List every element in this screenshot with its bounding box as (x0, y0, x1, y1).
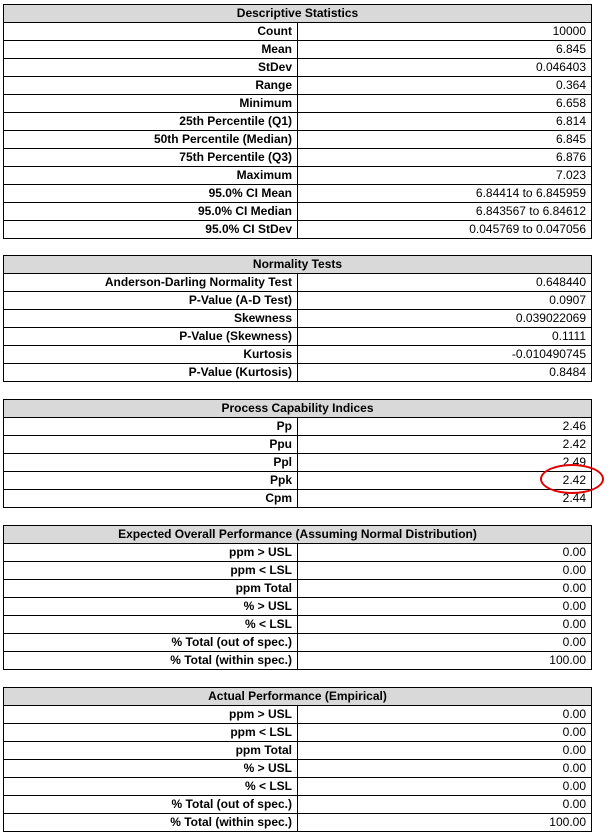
row-value: 0.039022069 (298, 310, 592, 328)
row-value: 0.00 (298, 562, 592, 580)
row-label: 75th Percentile (Q3) (4, 149, 298, 167)
table-row (4, 274, 592, 292)
row-label: % Total (within spec.) (4, 814, 298, 832)
table-row (4, 113, 592, 131)
descriptive-statistics-table (3, 4, 592, 239)
table-header: Descriptive Statistics (4, 5, 592, 23)
table-header: Expected Overall Performance (Assuming Normal Distribution) (4, 526, 592, 544)
normality-tests-table (3, 255, 592, 382)
row-label: Pp (4, 418, 298, 436)
row-label: ppm > USL (4, 706, 298, 724)
row-label: ppm Total (4, 580, 298, 598)
row-value: 7.023 (298, 167, 592, 185)
row-label: P-Value (Kurtosis) (4, 364, 298, 382)
row-value: 6.843567 to 6.84612 (298, 203, 592, 221)
row-value: 0.00 (298, 742, 592, 760)
row-label: Cpm (4, 490, 298, 508)
table-row (4, 59, 592, 77)
row-value: 0.00 (298, 580, 592, 598)
row-value: 0.1111 (298, 328, 592, 346)
row-value: 0.00 (298, 724, 592, 742)
row-label: % > USL (4, 598, 298, 616)
row-label: 95.0% CI Mean (4, 185, 298, 203)
table-row (4, 814, 592, 832)
table-row (4, 77, 592, 95)
ppk-highlight-circle (540, 464, 604, 494)
table-row (4, 167, 592, 185)
row-label: % Total (out of spec.) (4, 634, 298, 652)
row-label: ppm < LSL (4, 562, 298, 580)
row-label: % < LSL (4, 778, 298, 796)
table-row (4, 203, 592, 221)
row-value: 0.8484 (298, 364, 592, 382)
row-value: 100.00 (298, 652, 592, 670)
row-value: -0.010490745 (298, 346, 592, 364)
row-label: % > USL (4, 760, 298, 778)
table-row (4, 706, 592, 724)
table-row (4, 364, 592, 382)
table-row (4, 778, 592, 796)
row-label: P-Value (Skewness) (4, 328, 298, 346)
table-row (4, 23, 592, 41)
table-row (4, 436, 592, 454)
row-value: 0.00 (298, 778, 592, 796)
table-row (4, 95, 592, 113)
row-value: 0.00 (298, 796, 592, 814)
row-value: 2.46 (298, 418, 592, 436)
row-label: ppm Total (4, 742, 298, 760)
row-value: 2.49 (298, 454, 592, 472)
table-row (4, 310, 592, 328)
row-label: Ppl (4, 454, 298, 472)
row-value: 0.00 (298, 598, 592, 616)
table-row (4, 149, 592, 167)
table-row (4, 346, 592, 364)
row-label: ppm < LSL (4, 724, 298, 742)
row-value: 10000 (298, 23, 592, 41)
row-value: 2.44 (298, 490, 592, 508)
row-label: Kurtosis (4, 346, 298, 364)
table-row (4, 724, 592, 742)
row-value: 0.00 (298, 544, 592, 562)
row-label: Skewness (4, 310, 298, 328)
row-value: 2.42 (298, 472, 592, 490)
table-row (4, 652, 592, 670)
table-row (4, 185, 592, 203)
table-row (4, 616, 592, 634)
table-row (4, 580, 592, 598)
row-label: ppm > USL (4, 544, 298, 562)
row-label: StDev (4, 59, 298, 77)
row-label: 50th Percentile (Median) (4, 131, 298, 149)
row-value: 6.845 (298, 131, 592, 149)
row-label: % Total (out of spec.) (4, 796, 298, 814)
table-row (4, 544, 592, 562)
actual-performance-table (3, 687, 592, 832)
table-row (4, 131, 592, 149)
row-label: Maximum (4, 167, 298, 185)
table-row (4, 634, 592, 652)
table-row (4, 328, 592, 346)
process-capability-table (3, 399, 592, 508)
row-value: 6.84414 to 6.845959 (298, 185, 592, 203)
row-value: 0.00 (298, 706, 592, 724)
row-value: 0.00 (298, 616, 592, 634)
table-row (4, 221, 592, 239)
row-label: Range (4, 77, 298, 95)
row-value: 0.00 (298, 634, 592, 652)
row-value: 0.045769 to 0.047056 (298, 221, 592, 239)
row-label: 95.0% CI Median (4, 203, 298, 221)
expected-performance-table (3, 525, 592, 670)
table-row (4, 760, 592, 778)
table-row (4, 454, 592, 472)
row-label: 95.0% CI StDev (4, 221, 298, 239)
row-value: 6.876 (298, 149, 592, 167)
table-header: Process Capability Indices (4, 400, 592, 418)
table-row (4, 562, 592, 580)
row-label: Ppk (4, 472, 298, 490)
row-label: Count (4, 23, 298, 41)
row-label: % < LSL (4, 616, 298, 634)
row-label: P-Value (A-D Test) (4, 292, 298, 310)
table-row (4, 418, 592, 436)
row-label: Anderson-Darling Normality Test (4, 274, 298, 292)
table-row (4, 742, 592, 760)
table-row (4, 598, 592, 616)
row-value: 0.0907 (298, 292, 592, 310)
row-label: % Total (within spec.) (4, 652, 298, 670)
row-value: 0.364 (298, 77, 592, 95)
table-row (4, 472, 592, 490)
row-value: 0.00 (298, 760, 592, 778)
table-row (4, 41, 592, 59)
row-value: 6.658 (298, 95, 592, 113)
row-label: Minimum (4, 95, 298, 113)
row-label: Ppu (4, 436, 298, 454)
row-label: Mean (4, 41, 298, 59)
row-value: 2.42 (298, 436, 592, 454)
row-value: 6.845 (298, 41, 592, 59)
row-value: 0.046403 (298, 59, 592, 77)
table-row (4, 796, 592, 814)
table-row (4, 490, 592, 508)
row-label: 25th Percentile (Q1) (4, 113, 298, 131)
row-value: 0.648440 (298, 274, 592, 292)
row-value: 100.00 (298, 814, 592, 832)
row-value: 6.814 (298, 113, 592, 131)
table-header: Actual Performance (Empirical) (4, 688, 592, 706)
table-row (4, 292, 592, 310)
table-header: Normality Tests (4, 256, 592, 274)
